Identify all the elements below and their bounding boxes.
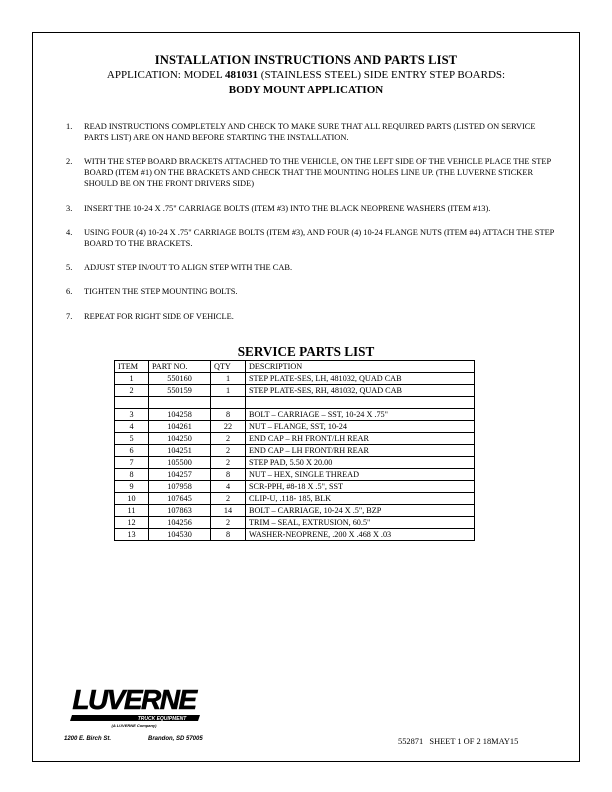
step-text: ADJUST STEP IN/OUT TO ALIGN STEP WITH THE CAB. (84, 263, 293, 273)
cell-item: 6 (115, 445, 149, 457)
instruction-steps (66, 121, 556, 335)
cell-part-no: 104530 (149, 529, 211, 541)
step-text: USING FOUR (4) 10-24 X .75" CARRIAGE BOLTS (ITEM #3), AND FOUR (4) 10-24 FLANGE NUTS (ITEM #4) ATTACH THE STEP BOARD TO THE BRACKETS. (84, 227, 555, 248)
cell-qty: 8 (211, 409, 246, 421)
logo-wordmark (70, 684, 200, 728)
application-suffix: (STAINLESS STEEL) SIDE ENTRY STEP BOARDS: (258, 69, 506, 81)
cell-item: 1 (115, 373, 149, 385)
cell-item: 10 (115, 493, 149, 505)
cell-qty: 2 (211, 433, 246, 445)
table-row (115, 505, 475, 517)
table-row (115, 529, 475, 541)
cell-qty: 8 (211, 469, 246, 481)
table-row (115, 373, 475, 385)
cell-qty: 2 (211, 517, 246, 529)
document-footer: 552871 SHEET 1 OF 2 18MAY15 (398, 737, 519, 746)
step-text: WITH THE STEP BOARD BRACKETS ATTACHED TO THE VEHICLE, ON THE LEFT SIDE OF THE VEHICLE PLACE THE STEP BOARD (ITEM #1) ON THE BRACKETS AND CHECK THAT THE MOUNTING HOLES LINE UP. (THE LUVERNE STICKER SHOULD BE ON THE FRONT DRIVERS SIDE) (84, 157, 551, 189)
cell-item: 13 (115, 529, 149, 541)
table-row (115, 481, 475, 493)
step-5 (66, 262, 556, 273)
cell-qty: 4 (211, 481, 246, 493)
step-text: READ INSTRUCTIONS COMPLETELY AND CHECK TO MAKE SURE THAT ALL REQUIRED PARTS (LISTED ON SERVICE PARTS LIST) ARE ON HAND BEFORE STARTING THE INSTALLATION. (84, 122, 536, 142)
table-row (115, 409, 475, 421)
model-number: 481031 (225, 69, 259, 81)
cell-description: TRIM – SEAL, EXTRUSION, 60.5" (246, 517, 475, 529)
cell-qty: 8 (211, 529, 246, 541)
table-row (115, 445, 475, 457)
cell-item: 5 (115, 433, 149, 445)
step-number: 4. (66, 227, 73, 237)
step-6 (66, 286, 556, 297)
cell-part-no: 104250 (149, 433, 211, 445)
table-row (115, 517, 475, 529)
cell-part-no: 107645 (149, 493, 211, 505)
cell-part-no: 104251 (149, 445, 211, 457)
step-number: 1. (66, 122, 73, 131)
cell-part-no (149, 397, 211, 409)
table-row (115, 433, 475, 445)
step-number: 5. (66, 263, 73, 273)
cell-qty: 1 (211, 373, 246, 385)
table-row (115, 385, 475, 397)
cell-part-no: 107863 (149, 505, 211, 517)
document-title: INSTALLATION INSTRUCTIONS AND PARTS LIST (154, 53, 458, 67)
step-text: INSERT THE 10-24 X .75" CARRIAGE BOLTS (ITEM #3) INTO THE BLACK NEOPRENE WASHERS (ITEM #13). (84, 203, 491, 213)
parts-table-body (115, 373, 475, 541)
cell-description: STEP PLATE-SES, LH, 481032, QUAD CAB (246, 373, 475, 385)
header-item: ITEM (115, 361, 149, 373)
cell-description: WASHER-NEOPRENE, .200 X .468 X .03 (246, 529, 475, 541)
cell-description: SCR-PPH, #8-18 X .5", SST (246, 481, 475, 493)
cell-item: 7 (115, 457, 149, 469)
svg-text:TRUCK EQUIPMENT: TRUCK EQUIPMENT (137, 716, 187, 722)
cell-part-no: 550159 (149, 385, 211, 397)
svg-text:LUVERNE: LUVERNE (72, 684, 196, 715)
cell-item: 3 (115, 409, 149, 421)
header-qty: QTY (211, 361, 246, 373)
cell-qty: 14 (211, 505, 246, 517)
parts-list-title: SERVICE PARTS LIST (237, 344, 375, 359)
cell-item: 12 (115, 517, 149, 529)
step-number: 7. (66, 311, 73, 321)
step-number: 6. (66, 287, 73, 297)
cell-part-no: 104257 (149, 469, 211, 481)
cell-part-no: 550160 (149, 373, 211, 385)
cell-description: NUT – HEX, SINGLE THREAD (246, 469, 475, 481)
step-3 (66, 203, 556, 214)
cell-item: 4 (115, 421, 149, 433)
cell-description: BOLT – CARRIAGE – SST, 10-24 X .75" (246, 409, 475, 421)
step-number: 3. (66, 203, 73, 213)
parts-table (114, 360, 475, 541)
step-1 (66, 121, 556, 143)
application-prefix: APPLICATION: MODEL (106, 69, 226, 81)
mount-type: BODY MOUNT APPLICATION (228, 84, 384, 96)
table-row (115, 397, 475, 409)
address-street: 1200 E. Birch St. (64, 736, 112, 742)
application-line (32, 69, 580, 81)
cell-description: END CAP – LH FRONT/RH REAR (246, 445, 475, 457)
cell-description: CLIP-U, .118- 185, BLK (246, 493, 475, 505)
cell-item: 8 (115, 469, 149, 481)
luverne-logo (64, 681, 204, 735)
cell-description: STEP PLATE-SES, RH, 481032, QUAD CAB (246, 385, 475, 397)
cell-description: END CAP – RH FRONT/LH REAR (246, 433, 475, 445)
address-city: Brandon, SD 57005 (148, 736, 203, 742)
cell-qty: 1 (211, 385, 246, 397)
cell-item (115, 397, 149, 409)
step-text: REPEAT FOR RIGHT SIDE OF VEHICLE. (84, 311, 234, 321)
cell-description: NUT – FLANGE, SST, 10-24 (246, 421, 475, 433)
cell-qty: 22 (211, 421, 246, 433)
cell-item: 9 (115, 481, 149, 493)
cell-description: STEP PAD, 5.50 X 20.00 (246, 457, 475, 469)
step-7 (66, 311, 556, 322)
cell-item: 2 (115, 385, 149, 397)
header-part-no: PART NO. (149, 361, 211, 373)
table-header-row (115, 361, 475, 373)
cell-part-no: 107958 (149, 481, 211, 493)
step-number: 2. (66, 157, 73, 167)
table-row (115, 457, 475, 469)
cell-description: BOLT – CARRIAGE, 10-24 X .5", BZP (246, 505, 475, 517)
step-text: TIGHTEN THE STEP MOUNTING BOLTS. (84, 287, 238, 297)
cell-qty: 2 (211, 493, 246, 505)
cell-part-no: 104256 (149, 517, 211, 529)
cell-qty: 2 (211, 445, 246, 457)
cell-qty: 2 (211, 457, 246, 469)
cell-description (246, 397, 475, 409)
table-row (115, 469, 475, 481)
svg-text:(A LUVERNE Company): (A LUVERNE Company) (111, 723, 157, 728)
cell-part-no: 104261 (149, 421, 211, 433)
cell-part-no: 104258 (149, 409, 211, 421)
step-2 (66, 156, 556, 189)
cell-qty (211, 397, 246, 409)
table-row (115, 493, 475, 505)
cell-item: 11 (115, 505, 149, 517)
header-description: DESCRIPTION (246, 361, 475, 373)
table-row (115, 421, 475, 433)
cell-part-no: 105500 (149, 457, 211, 469)
step-4 (66, 227, 556, 249)
